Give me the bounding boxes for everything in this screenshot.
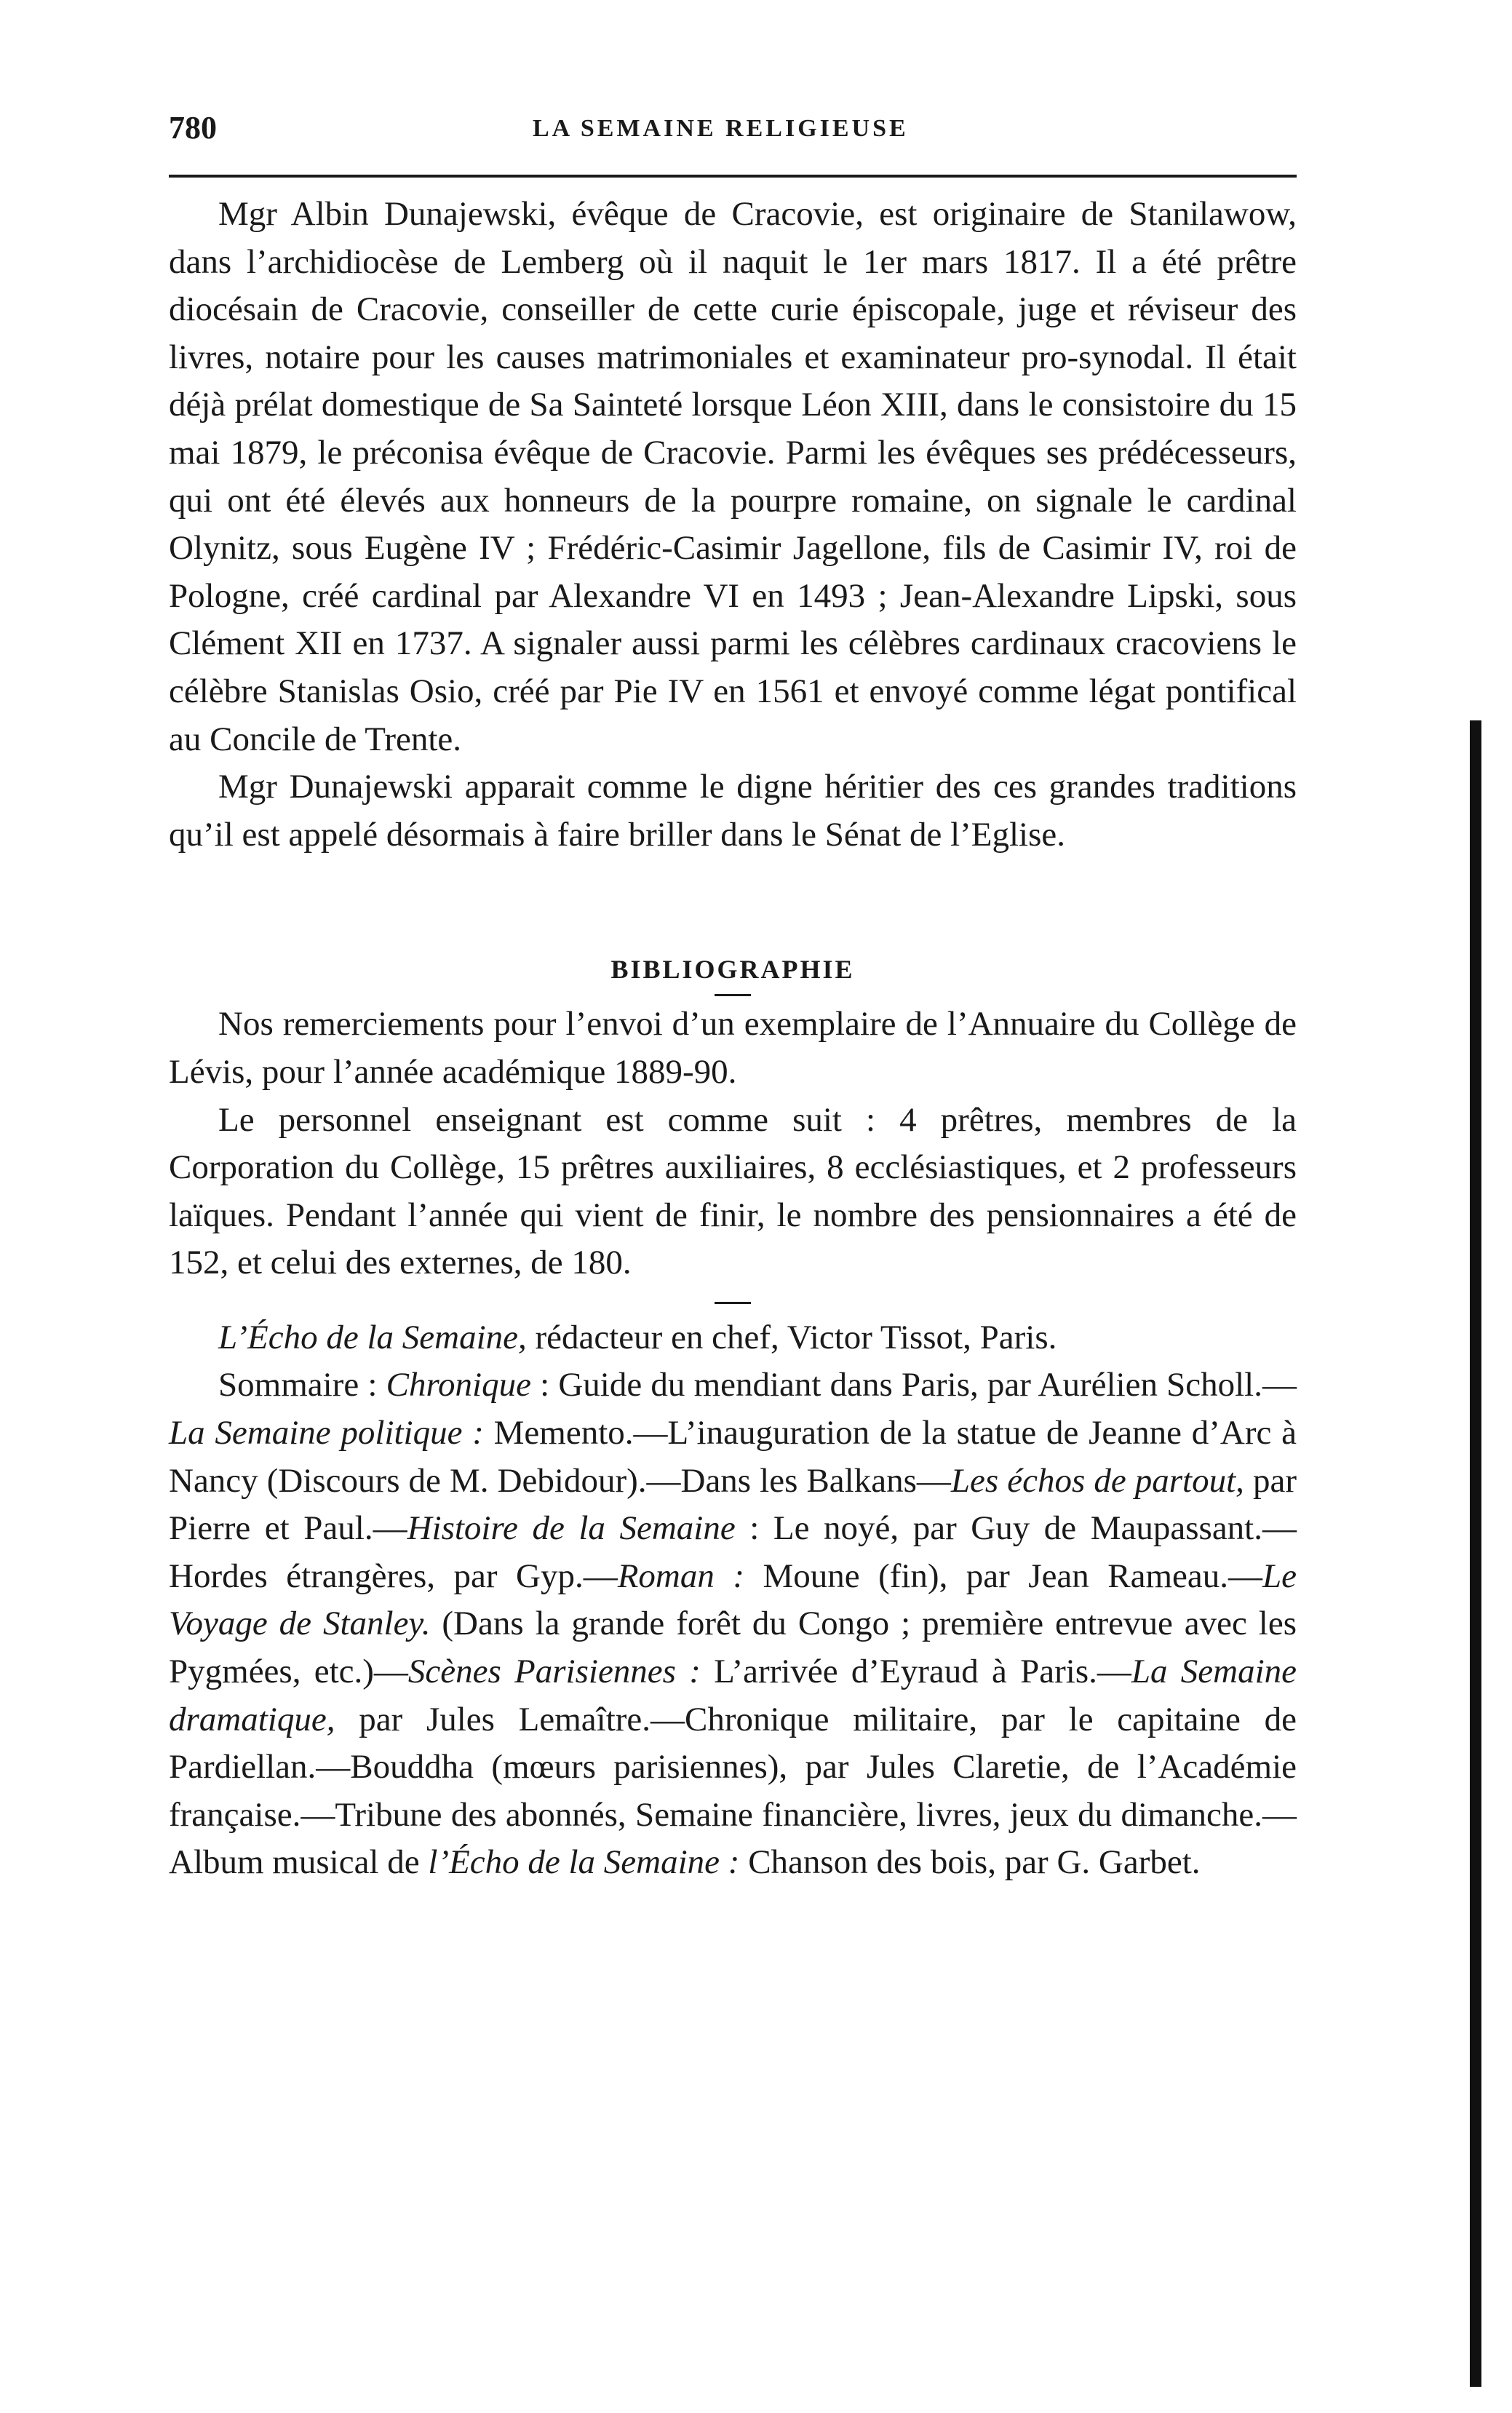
sommaire-run: Memento.—L’inauguration de la statue de Jeanne d’Arc à Nancy (Discours de M. Debidour).—Dans les Balkans—	[169, 1414, 1297, 1500]
sommaire-italic-run: Histoire de la Semaine	[407, 1509, 736, 1548]
echo-editor: rédacteur en chef, Victor Tissot, Paris.	[526, 1318, 1057, 1356]
bibliographie-paragraph-1: Nos remerciements pour l’envoi d’un exemplaire de l’Annuaire du Collège de Lévis, pour l’année académique 1889-90.	[169, 1005, 1297, 1091]
separator-rule	[715, 1302, 751, 1304]
sommaire-italic-run: Chronique	[386, 1366, 531, 1404]
sommaire-run: (Dans la grande forêt du Congo ; première entrevue avec les Pygmées, etc.)—	[169, 1605, 1297, 1691]
sommaire-italic-run: La Semaine dramatique,	[169, 1653, 1297, 1738]
sommaire-run: : Guide du mendiant dans Paris, par Aurélien Scholl.—	[530, 1366, 1297, 1404]
echo-title: L’Écho de la Semaine,	[218, 1318, 527, 1356]
section-heading: BIBLIOGRAPHIE	[610, 955, 855, 985]
sommaire-italic-run: Les échos de partout,	[950, 1461, 1244, 1500]
body-text	[169, 191, 1297, 1887]
sommaire-italic-run: La Semaine politique :	[169, 1414, 484, 1452]
sommaire-run: : Le noyé, par Guy de Maupassant.—Hordes étrangères, par Gyp.—	[169, 1509, 1297, 1595]
sommaire-paragraph	[169, 1361, 1297, 1887]
sommaire-run: par Jules Lemaître.—Chronique militaire, par le capitaine de Pardiellan.—Bouddha (mœurs parisiennes), par Jules Claretie, de l’Académie française.—Tribune des abonnés, Semaine financière, livres, jeux du dimanche.—Album musical de	[169, 1700, 1297, 1882]
sommaire-run: par Pierre et Paul.—	[169, 1461, 1297, 1548]
sommaire-italic-run: Le Voyage de Stanley.	[169, 1557, 1297, 1643]
sommaire-italic-run: l’Écho de la Semaine :	[428, 1843, 740, 1882]
echo-paragraph	[169, 1314, 1297, 1362]
heading-rule	[715, 994, 751, 996]
sommaire-run: Chanson des bois, par G. Garbet.	[739, 1843, 1201, 1882]
running-head: LA SEMAINE RELIGIEUSE	[533, 115, 909, 142]
page-number: 780	[169, 110, 217, 146]
sommaire-run: Sommaire :	[218, 1366, 386, 1404]
header-rule	[169, 175, 1297, 178]
article-paragraph-2: Mgr Dunajewski apparait comme le digne héritier des ces grandes traditions qu’il est appelé désormais à faire briller dans le Sénat de l’Eglise.	[169, 768, 1297, 854]
sommaire-italic-run: Roman :	[617, 1557, 744, 1595]
scan-margin-bar	[1470, 720, 1481, 2387]
page-header	[169, 109, 1297, 160]
sommaire-run: Moune (fin), par Jean Rameau.—	[744, 1557, 1262, 1595]
article-paragraph-1: Mgr Albin Dunajewski, évêque de Cracovie, est originaire de Stanilawow, dans l’archidiocèse de Lemberg où il naquit le 1er mars 1817. Il a été prêtre diocésain de Cracovie, conseiller de cette curie épiscopale, juge et réviseur des livres, notaire pour les causes matrimoniales et examinateur pro-synodal. Il était déjà prélat domestique de Sa Sainteté lorsque Léon XIII, dans le consistoire du 15 mai 1879, le préconisa évêque de Cracovie. Parmi les évêques ses prédécesseurs, qui ont été élevés aux honneurs de la pourpre romaine, on signale le cardinal Olynitz, sous Eugène IV ; Frédéric-Casimir Jagellone, fils de Casimir IV, roi de Pologne, créé cardinal par Alexandre VI en 1493 ; Jean-Alexandre Lipski, sous Clément XII en 1737. A signaler aussi parmi les célèbres cardinaux cracoviens le célèbre Stanislas Osio, créé par Pie IV en 1561 et envoyé comme légat pontifical au Concile de Trente.	[169, 195, 1297, 758]
sommaire-italic-run: Scènes Parisiennes :	[407, 1653, 701, 1691]
sommaire-run: L’arrivée d’Eyraud à Paris.—	[700, 1653, 1131, 1691]
bibliographie-paragraph-2: Le personnel enseignant est comme suit : 4 prêtres, membres de la Corporation du Collège, 15 prêtres auxiliaires, 8 ecclésiastiques, et 2 professeurs laïques. Pendant l’année qui vient de finir, le nombre des pensionnaires a été de 152, et celui des externes, de 180.	[169, 1100, 1297, 1282]
